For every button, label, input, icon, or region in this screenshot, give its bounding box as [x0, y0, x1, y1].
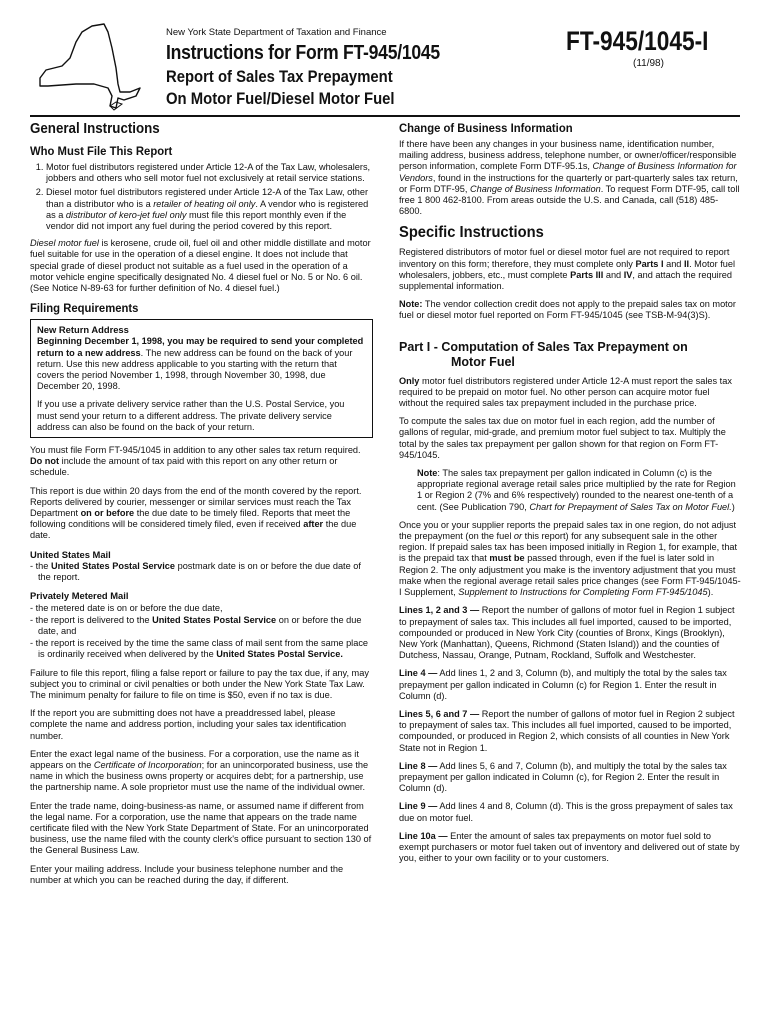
- paragraph: Only motor fuel distributors registered under Article 12-A must report the sales tax required to be prepaid on motor fuel. No other person can acquire motor fuel without the required sales tax prepayment included in the purchase price.: [399, 375, 732, 409]
- paragraph: Note: The vendor collection credit does not apply to the prepaid sales tax on motor fuel or diesel motor fuel reported on Form FT-945/1045 (see TSB-M-94(3)S).: [399, 299, 736, 321]
- specific-instructions-heading: Specific Instructions: [399, 224, 544, 242]
- box-paragraph: If you use a private delivery service rather than the U.S. Postal Service, you must send your return to a different address. The private delivery service address can also be found on the back of your return.: [37, 399, 345, 432]
- page-subtitle-2: On Motor Fuel/Diesel Motor Fuel: [166, 90, 395, 108]
- left-column: [30, 121, 373, 893]
- line-instruction: Line 9 — Add lines 4 and 8, Column (d). This is the gross prepayment of sales tax due on motor fuel.: [399, 801, 733, 823]
- line-instruction: Lines 5, 6 and 7 — Report the number of gallons of motor fuel in Region 2 subject to prepayment of sales tax. This includes all fuel imported, caused to be imported, compounded, or produced in Region 2, which consists of all counties in New York State not in Region 1.: [399, 708, 735, 753]
- line-instruction: Line 4 — Add lines 1, 2 and 3, Column (b), and multiply the total by the sales tax prepayment per gallon indicated in Column (c) for Region 1. Enter the result in Column (d).: [399, 668, 727, 701]
- department-name: New York State Department of Taxation and Finance: [166, 27, 387, 38]
- box-paragraph: Beginning December 1, 1998, you may be required to send your completed return to a new address. The new address can be found on the back of your return. Use this new address applicable to you starting with the return that covers the period November 1, 1998, through November 30, 1998, due December 20, 1998.: [37, 336, 364, 392]
- line-instruction: Lines 1, 2 and 3 — Report the number of gallons of motor fuel in Region 1 subject to prepayment of sales tax. This includes all fuel imported, caused to be imported, compounded or produced in New York City (counties of Bronx, Kings (Brooklyn), New York (Manhattan), Queens, Richmond (Staten Island)) and the counties of Dutchess, Nassau, Orange, Putnam, Rockland, Suffolk and Westchester.: [399, 605, 735, 661]
- paragraph: If there have been any changes in your business name, identification number, mailing address, business address, telephone number, or owner/officer/responsible person information, complete Form DTF-95.1s, Change of Business Information for Vendors, found in the instructions for the quarterly or part-quarterly sales tax return, or Form DTF-95, Change of Business Information. To request Form DTF-95, call toll free 1 800 462-8100. From areas outside the U.S. and Canada, call (518) 485-6800.: [399, 139, 740, 217]
- paragraph: Enter your mailing address. Include your business telephone number and the number at which you can be reached during the day, if different.: [30, 863, 344, 885]
- change-business-info-heading: Change of Business Information: [399, 121, 573, 135]
- line-instruction: Line 8 — Add lines 5, 6 and 7, Column (b), and multiply the total by the sales tax prepayment per gallon indicated in Column (c), for Region 2. Enter the result in Column (d).: [399, 760, 727, 794]
- right-column: [399, 121, 741, 871]
- part-1-heading: Part I - Computation of Sales Tax Prepayment on Motor Fuel: [399, 339, 688, 369]
- paragraph: Enter the exact legal name of the business. For a corporation, use the name as it appears on the Certificate of Incorporation; for an unincorporated business, use the name in which the business owns property or acquires debt; for a partnership, use the partnership name. A sole proprietor must use the name of the individual owner.: [30, 748, 369, 793]
- box-title: New Return Address: [37, 324, 129, 336]
- list-item: - the metered date is on or before the due date,: [30, 602, 223, 613]
- us-mail-list: [30, 561, 373, 583]
- us-mail-heading: United States Mail: [30, 548, 111, 560]
- paragraph: You must file Form FT-945/1045 in addition to any other sales tax return required. Do not include the amount of tax paid with this report on any other return or schedule.: [30, 445, 361, 478]
- privately-metered-list: [30, 603, 373, 661]
- who-must-file-heading: Who Must File This Report: [30, 144, 173, 158]
- paragraph: Registered distributors of motor fuel or diesel motor fuel are not required to report inventory on this form; therefore, they must complete only Parts I and II. Motor fuel wholesalers, jobbers, etc., must complete Parts III and IV, and attach the required supplemental information.: [399, 247, 736, 292]
- form-date: (11/98): [633, 58, 664, 69]
- note-paragraph: Note: The sales tax prepayment per gallon indicated in Column (c) is the appropriate regional average retail sales price multiplied by the rate for Region 1 or Region 2 (7% and 6% respectively) rounded to the nearest one-tenth of a cent. (See Publication 790, Chart for Prepayment of Sales Tax on Motor Fuel.): [417, 468, 736, 512]
- list-item: - the report is received by the time the same class of mail sent from the same place is ordinarily received when delivered by the United States Postal Service.: [30, 638, 369, 660]
- page-subtitle-1: Report of Sales Tax Prepayment: [166, 68, 393, 86]
- list-item: 2. Diesel motor fuel distributors registered under Article 12-A of the Tax Law, other than a distributor who is a retailer of heating oil only. A vendor who is registered as a distributor of kero-jet fuel only must file this report monthly even if the vendor did not import any fuel during the period covered by this report.: [46, 187, 373, 232]
- general-instructions-heading: General Instructions: [30, 121, 160, 137]
- paragraph: To compute the sales tax due on motor fuel in each region, add the number of gallons of regular, mid-grade, and premium motor fuel subject to tax. Multiply the total by the sales tax prepayment per gallon shown for that region on Form FT-945/1045.: [399, 416, 726, 460]
- diesel-definition: Diesel motor fuel is kerosene, crude oil, fuel oil and other middle distillate and motor fuel suitable for use in the operation of a diesel engine. It does not include that special grade of diesel product not suitable as a fuel used in the operation of a motor vehicle engine specifically designated No. 4 diesel fuel or No. 5 or No. 6 oil. (See Notice N-89-63 for further definition of No. 4 diesel fuel.): [30, 238, 371, 294]
- form-number: FT-945/1045-I: [566, 26, 709, 56]
- page-title: Instructions for Form FT-945/1045: [166, 42, 440, 64]
- list-item: - the United States Postal Service postmark date is on or before the due date of the report.: [30, 560, 361, 583]
- paragraph: This report is due within 20 days from the end of the month covered by the report. Reports delivered by courier, messenger or similar services must reach the Tax Department on or before the due date to be timely filed. Reports that meet the following conditions will be considered timely filed, even if received after the due date.: [30, 485, 362, 541]
- paragraph: Once you or your supplier reports the prepaid sales tax in one region, do not adjust the prepayment (on the fuel or this report) for any subsequent sale in the other region. If prepaid sales tax has been imposed initially in Region 1, for example, that is the prepaid tax that must be passed through, even if the fuel is later sold in Region 2. The only adjustment you make is the inventory adjustment that you must make when the regional average retail sales price changes (see Form FT-945/1045-I Supplement, Supplement to Instructions for Completing Form FT-945/1045).: [399, 519, 741, 598]
- paragraph: Failure to file this report, filing a false report or failure to pay the tax due, if any, may subject you to criminal or civil penalties or both under the New York State Tax Law. The minimum penalty for failure to file on time is $50, even if no tax is due.: [30, 667, 369, 700]
- new-return-address-box: [30, 319, 373, 438]
- line-instruction: Line 10a — Enter the amount of sales tax prepayments on motor fuel sold to exempt purchasers or motor fuel taken out of inventory and delivered out of state by you, either to your own facility or to your customers.: [399, 830, 740, 864]
- new-york-state-map-icon: [18, 18, 146, 114]
- list-item: - the report is delivered to the United States Postal Service on or before the due date, and: [30, 614, 362, 636]
- paragraph: Enter the trade name, doing-business-as name, or assumed name if different from the legal name. For a corporation, use the name that appears on the trade name certificate filed with the New York State Department of State. For an unincorporated business, use the name filed with the county clerk's office pursuant to section 130 of the General Business Law.: [30, 800, 372, 856]
- header-divider: [30, 115, 740, 117]
- list-item: 1. Motor fuel distributors registered under Article 12-A of the Tax Law, wholesalers, jobbers and others who sell motor fuel not exclusively at retail service stations.: [46, 162, 373, 184]
- who-must-file-list: [30, 162, 373, 232]
- privately-metered-heading: Privately Metered Mail: [30, 590, 129, 602]
- filing-requirements-heading: Filing Requirements: [30, 301, 139, 316]
- paragraph: If the report you are submitting does not have a preaddressed label, please complete the name and address portion, including your sales tax identification number.: [30, 708, 347, 741]
